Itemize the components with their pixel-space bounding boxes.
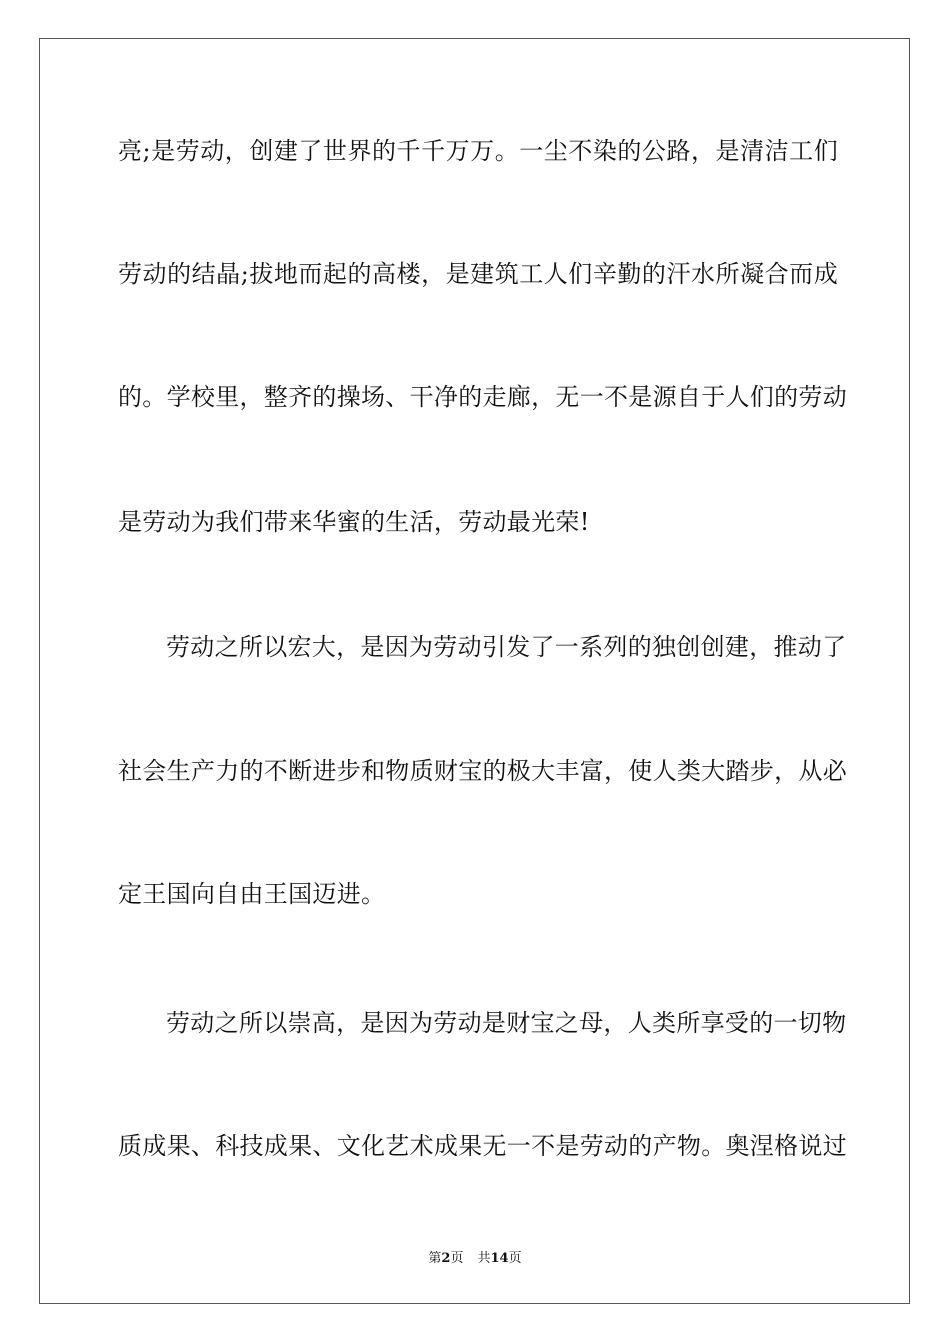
- page-frame: [39, 38, 910, 1304]
- text-line-9: 质成果、科技成果、文化艺术成果无一不是劳动的产物。奥涅格说过: [118, 1132, 847, 1160]
- text-line-2: 劳动的结晶;拔地而起的高楼，是建筑工人们辛勤的汗水所凝合而成: [118, 260, 838, 288]
- total-unit: 页: [508, 1251, 522, 1266]
- text-line-3: 的。学校里，整齐的操场、干净的走廊，无一不是源自于人们的劳动: [118, 383, 847, 411]
- text-line-8: 劳动之所以崇高，是因为劳动是财宝之母，人类所享受的一切物: [166, 1009, 847, 1037]
- page-number: [428, 1251, 463, 1266]
- text-line-5: 劳动之所以宏大，是因为劳动引发了一系列的独创创建，推动了: [166, 633, 847, 661]
- page-total: [477, 1251, 521, 1266]
- page-footer: [0, 1247, 950, 1266]
- total-count: 14: [490, 1251, 509, 1266]
- text-line-6: 社会生产力的不断进步和物质财宝的极大丰富，使人类大踏步，从必: [118, 757, 847, 785]
- page-unit: 页: [450, 1251, 464, 1266]
- page-prefix: 第: [428, 1251, 442, 1266]
- text-line-4: 是劳动为我们带来华蜜的生活，劳动最光荣!: [118, 508, 590, 536]
- text-line-1: 亮;是劳动，创建了世界的千千万万。一尘不染的公路，是清洁工们: [118, 137, 838, 165]
- total-prefix: 共: [477, 1251, 491, 1266]
- text-line-7: 定王国向自由王国迈进。: [118, 880, 386, 908]
- page-current: 2: [441, 1251, 451, 1266]
